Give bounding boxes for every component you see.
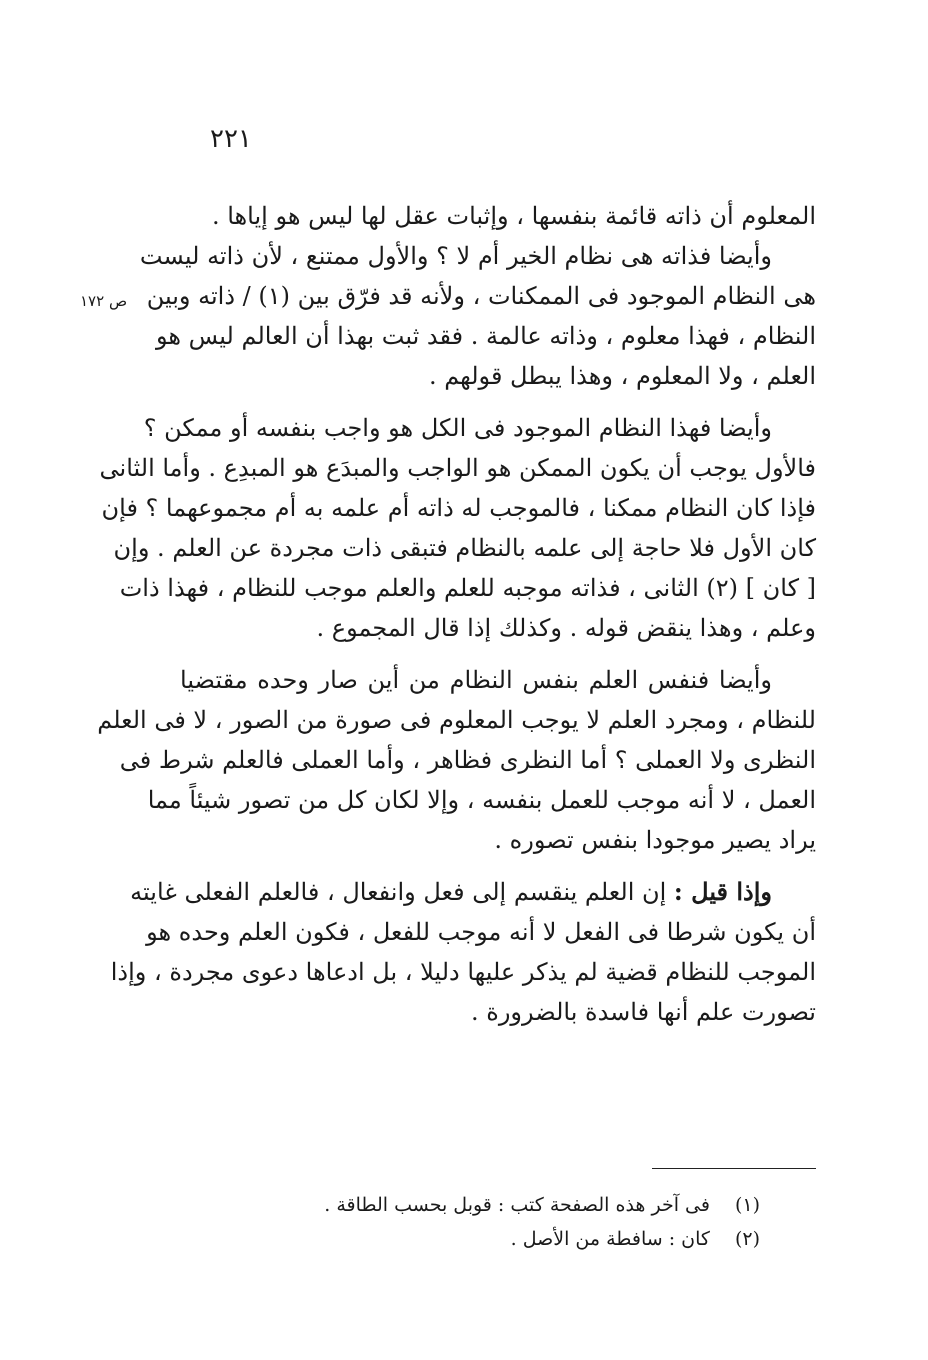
text-line: تصورت علم أنها فاسدة بالضرورة . <box>471 998 816 1026</box>
text-line: وأيضا فنفس العلم بنفس النظام من أين صار وحده مقتضيا <box>180 666 772 694</box>
text-line: العلم ، ولا المعلوم ، وهذا يبطل قولهم . <box>428 362 816 390</box>
text-line: فإذا كان النظام ممكنا ، فالموجب له ذاته أم علمه به أم مجموعهما ؟ فإن <box>101 494 816 522</box>
text-line: الموجب للنظام قضية لم يذكر عليها دليلا ، بل ادعاها دعوى مجردة ، وإذا <box>110 958 816 986</box>
text-line: النظام ، فهذا معلوم ، وذاته عالمة . فقد ثبت بهذا أن العالم ليس هو <box>156 322 816 350</box>
margin-page-reference: ص ١٧٢ <box>80 292 128 310</box>
text-line: وعلم ، وهذا ينقض قوله . وكذلك إذا قال المجموع . <box>316 614 816 642</box>
text-line: وأيضا فهذا النظام الموجود فى الكل هو واجب بنفسه أو ممكن ؟ <box>143 414 772 442</box>
page-number: ٢٢١ <box>210 124 252 154</box>
text-line: المعلوم أن ذاته قائمة بنفسها ، وإثبات عقل لها ليس هو إياها . <box>211 202 816 230</box>
footnote-divider <box>652 1168 816 1169</box>
text-line: [ كان ] (٢) الثانى ، فذاته موجبه للعلم والعلم موجب للنظام ، فهذا ذات <box>119 574 816 602</box>
footnote-marker: (٢) <box>734 1228 760 1250</box>
text-line: يراد يصير موجودا بنفس تصوره . <box>494 826 816 854</box>
paragraph-4 <box>97 660 816 860</box>
text-line: للنظام ، ومجرد العلم لا يوجب المعلوم فى صورة من الصور ، لا فى العلم <box>97 706 816 734</box>
paragraph-5 <box>110 872 816 1032</box>
text-line: وأيضا فذاته هى نظام الخير أم لا ؟ والأول ممتنع ، لأن ذاته ليست <box>139 242 772 270</box>
paragraph-3 <box>99 408 816 648</box>
paragraph-1 <box>180 196 816 236</box>
text-line: النظرى ولا العملى ؟ أما النظرى فظاهر ، وأما العملى فالعلم شرط فى <box>119 746 816 774</box>
text-line <box>130 872 816 912</box>
footnote-1 <box>200 1188 760 1222</box>
footnote-text: كان : سافطة من الأصل . <box>510 1228 710 1250</box>
footnotes <box>200 1188 760 1256</box>
line-text: إن العلم ينقسم إلى فعل وانفعال ، فالعلم الفعلى غايته <box>130 878 674 906</box>
text-line: العمل ، لا أنه موجب للعمل بنفسه ، وإلا لكان كل من تصور شيئاً مما <box>147 786 816 814</box>
paragraph-lead: وإذا قيل : <box>673 877 772 906</box>
footnote-2 <box>200 1222 760 1256</box>
paragraph-2 <box>139 236 816 396</box>
footnote-text: فى آخر هذه الصفحة كتب : قوبل بحسب الطاقة . <box>324 1194 710 1216</box>
footnote-marker: (١) <box>734 1194 760 1216</box>
text-line: فالأول يوجب أن يكون الممكن هو الواجب والمبدَع هو المبدِع . وأما الثانى <box>99 454 816 482</box>
text-line: أن يكون شرطا فى الفعل لا أنه موجب للفعل ، فكون العلم وحده هو <box>146 918 816 946</box>
text-line: هى النظام الموجود فى الممكنات ، ولأنه قد فرّق بين (١) / ذاته وبين <box>146 282 816 310</box>
text-line: كان الأول فلا حاجة إلى علمه بالنظام فتبقى ذات مجردة عن العلم . وإن <box>113 534 816 562</box>
